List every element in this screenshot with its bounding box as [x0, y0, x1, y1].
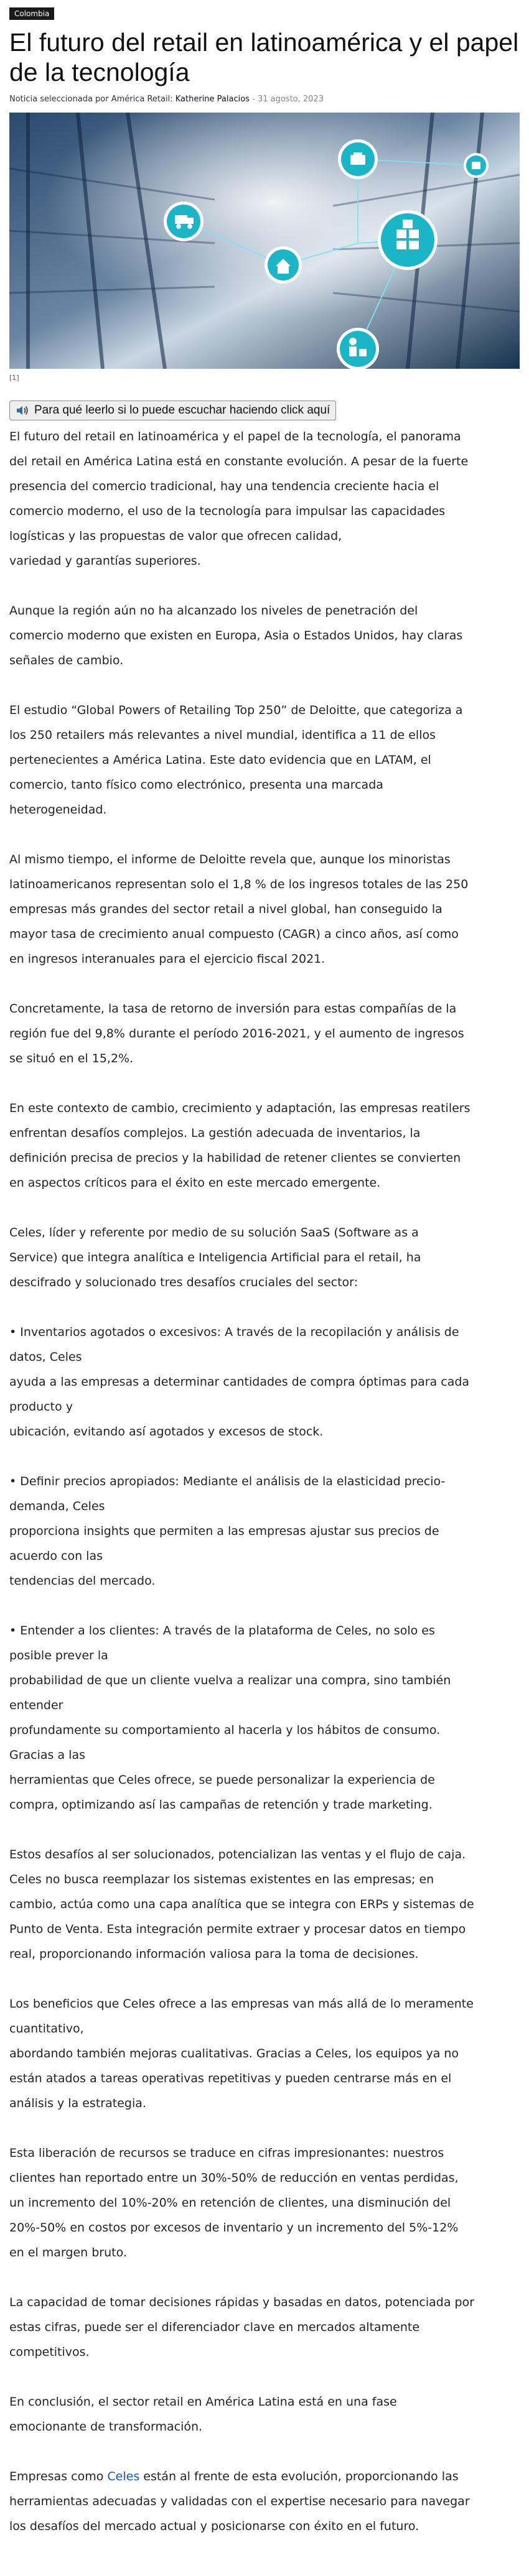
paragraph: Estos desafíos al ser solucionados, potencializan las ventas y el flujo de caja. Celes no busca reemplazar los sistemas existentes en las empresas; en cambio, actúa como una capa analítica que se integra con ERPs y sistemas de Punto de Venta. Esta integración permite extraer y procesar datos en tiempo real, proporcionando información valiosa para la toma de decisiones.: [9, 1848, 474, 1961]
bullet-paragraph: • Definir precios apropiados: Mediante el análisis de la elasticidad precio- demanda, Celes proporciona insights que permiten a las empresas ajustar sus precios de acuerdo con las tendencias del mercado.: [9, 1475, 446, 1588]
hero-caption: [1]: [9, 374, 19, 382]
paragraph: El futuro del retail en latinoamérica y el papel de la tecnología, el panorama del retail en América Latina está en constante evolución. A pesar de la fuerte presencia del comercio tradicional, hay una tendencia creciente hacia el comercio moderno, el uso de la tecnología para impulsar las capacidades logísticas y las propuestas de valor que ofrecen calidad, variedad y garantías superiores.: [9, 430, 469, 568]
paragraph: Esta liberación de recursos se traduce en cifras impresionantes: nuestros clientes han reportado entre un 30%-50% de reducción en ventas perdidas, un incremento del 10%-20% en retención de clientes, una disminución del 20%-50% en costos por excesos de inventario y un incremento del 5%-12% en el margen bruto.: [9, 2146, 459, 2259]
paragraph: En conclusión, el sector retail en América Latina está en una fase emocionante de transformación.: [9, 2395, 397, 2434]
paragraph: Al mismo tiempo, el informe de Deloitte revela que, aunque los minoristas latinoamericanos representan solo el 1,8 % de los ingresos totales de las 250 empresas más grandes del sector retail a nivel global, han conseguido la mayor tasa de crecimiento anual compuesto (CAGR) a cinco años, así como en ingresos interanuales para el ejercicio fiscal 2021.: [9, 853, 469, 966]
paragraph: Celes, líder y referente por medio de su solución SaaS (Software as a Service) que integra analítica e Inteligencia Artificial para el retail, ha descifrado y solucionado tres desafíos cruciales del sector:: [9, 1226, 421, 1289]
article-title: El futuro del retail en latinoamérica y el papel de la tecnología: [9, 28, 519, 86]
byline-prefix: Noticia seleccionada por América Retail:: [9, 95, 173, 104]
hero-image: [9, 113, 520, 369]
paragraph: El estudio “Global Powers of Retailing Top 250” de Deloitte, que categoriza a los 250 retailers más relevantes a nivel mundial, identifica a 11 de ellos pertenecientes a América Latina. Este dato evidencia que en LATAM, el comercio, tanto físico como electrónico, presenta una marcada heterogeneidad.: [9, 703, 463, 817]
article-body: [9, 424, 520, 2539]
listen-button-label: Para qué leerlo si lo puede escuchar haciendo click aquí: [34, 404, 330, 417]
paragraph: Empresas como Celes están al frente de esta evolución, proporcionando las herramientas adecuadas y validadas con el expertise necesario para navegar los desafíos del mercado actual y posicionarse con éxito en el futuro.: [9, 2470, 470, 2533]
byline-separator: -: [252, 95, 255, 104]
celes-link[interactable]: Celes: [107, 2470, 140, 2483]
article-page: [9, 0, 520, 2576]
paragraph: Los beneficios que Celes ofrece a las empresas van más allá de lo meramente cuantitativo, abordando también mejoras cualitativas. Gracias a Celes, los equipos ya no están atados a tareas operativas repetitivas y pueden centrarse más en el análisis y la estrategia.: [9, 1997, 474, 2110]
paragraph: Aunque la región aún no ha alcanzado los niveles de penetración del comercio moderno que existen en Europa, Asia o Estados Unidos, hay claras señales de cambio.: [9, 604, 463, 667]
publish-date: 31 agosto, 2023: [257, 95, 324, 104]
paragraph: La capacidad de tomar decisiones rápidas y basadas en datos, potenciada por estas cifras, puede ser el diferenciador clave en mercados altamente competitivos.: [9, 2296, 475, 2359]
bullet-paragraph: • Entender a los clientes: A través de la plataforma de Celes, no solo es posible prever la probabilidad de que un cliente vuelva a realizar una compra, sino también entender profundamente su comportamiento al hacerla y los hábitos de consumo. Gracias a las herramientas que Celes ofrece, se puede personalizar la experiencia de compra, optimizando así las campañas de retención y trade marketing.: [9, 1624, 451, 1812]
listen-audio-button[interactable]: [9, 401, 336, 420]
author-link[interactable]: Katherine Palacios: [175, 95, 250, 104]
paragraph: Concretamente, la tasa de retorno de inversión para estas compañías de la región fue del 9,8% durante el período 2016-2021, y el aumento de ingresos se situó en el 15,2%.: [9, 1002, 464, 1065]
paragraph: En este contexto de cambio, crecimiento y adaptación, las empresas reatilers enfrentan desafíos complejos. La gestión adecuada de inventarios, la definición precisa de precios y la habilidad de retener clientes se convierten en aspectos críticos para el éxito en este mercado emergente.: [9, 1101, 470, 1190]
speaker-icon: [16, 404, 29, 417]
category-badge[interactable]: Colombia: [9, 7, 54, 20]
bullet-paragraph: • Inventarios agotados o excesivos: A través de la recopilación y análisis de datos, Celes ayuda a las empresas a determinar cantidades de compra óptimas para cada producto y ubicación, evitando así agotados y excesos de stock.: [9, 1325, 470, 1439]
byline: [9, 95, 520, 104]
